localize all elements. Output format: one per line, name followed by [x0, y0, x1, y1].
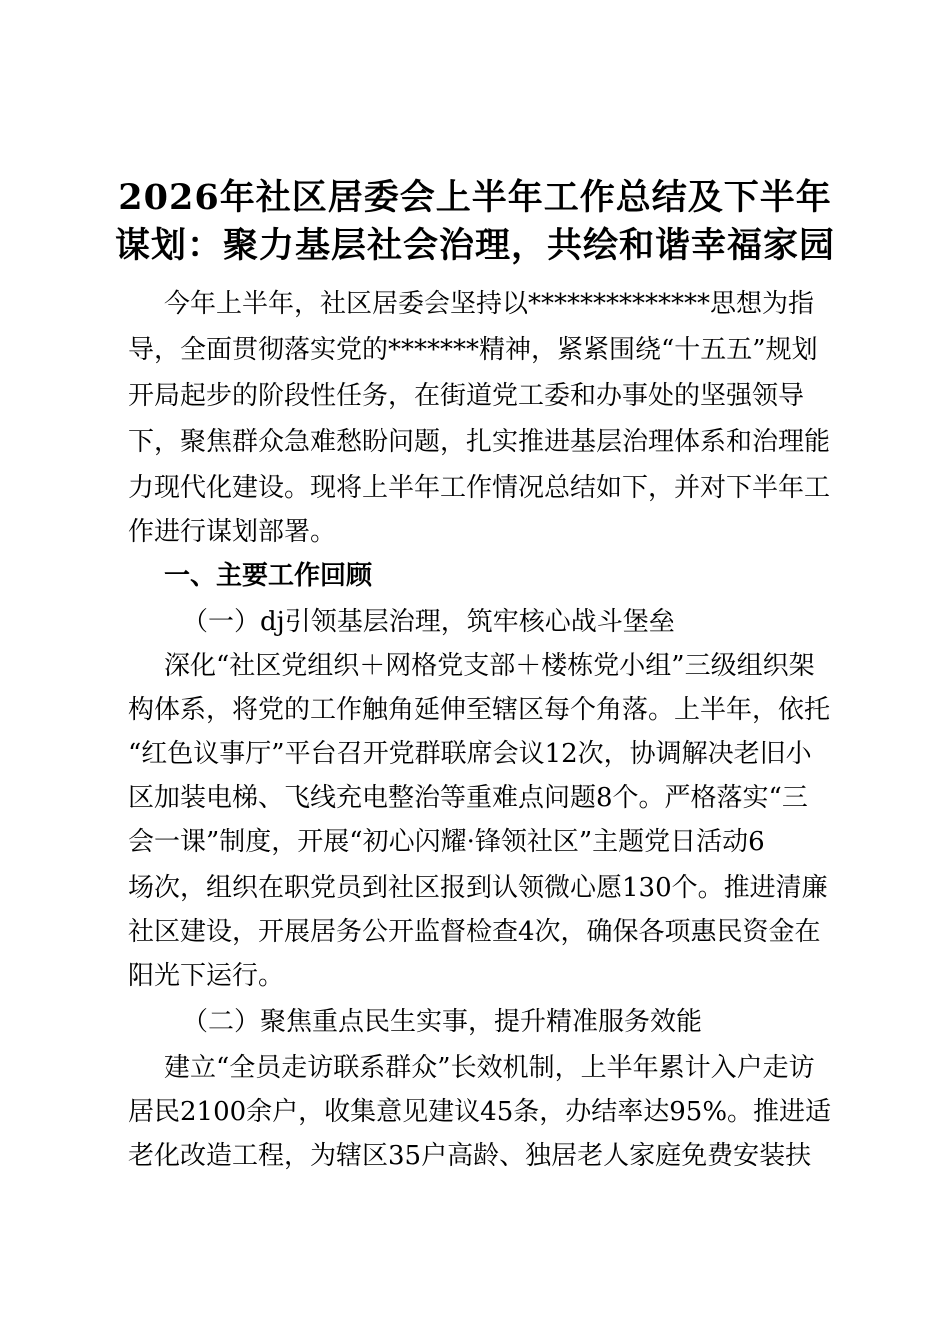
- sub1-line-8: 阳光下运行。: [128, 961, 285, 991]
- document-title-line-2: 谋划：聚力基层社会治理，共绘和谐幸福家园: [114, 225, 835, 266]
- subsection-heading-1: （一）dj引领基层治理，筑牢核心战斗堡垒: [182, 607, 675, 637]
- sub1-line-3: “红色议事厅”平台召开党群联席会议12次，协调解决老旧小: [128, 739, 812, 769]
- intro-line-3: 开局起步的阶段性任务，在街道党工委和办事处的坚强领导: [128, 381, 805, 411]
- document-title-line-1: 2026年社区居委会上半年工作总结及下半年: [118, 177, 832, 218]
- section-heading-main-review: 一、主要工作回顾: [164, 561, 373, 591]
- intro-line-2: 导，全面贯彻落实党的*******精神，紧紧围绕“十五五”规划: [128, 335, 818, 365]
- sub1-line-6: 场次，组织在职党员到社区报到认领微心愿130个。推进清廉: [128, 873, 828, 903]
- sub1-line-7: 社区建设，开展居务公开监督检查4次，确保各项惠民资金在: [128, 917, 821, 947]
- sub1-line-1: 深化“社区党组织＋网格党支部＋楼栋党小组”三级组织架: [164, 651, 815, 681]
- sub2-line-1: 建立“全员走访联系群众”长效机制，上半年累计入户走访: [164, 1053, 815, 1083]
- intro-line-4: 下，聚焦群众急难愁盼问题，扎实推进基层治理体系和治理能: [128, 427, 831, 457]
- sub1-line-5: 会一课”制度，开展“初心闪耀·锋领社区”主题党日活动6: [128, 827, 765, 857]
- sub2-line-2: 居民2100余户，收集意见建议45条，办结率达95%。推进适: [128, 1097, 832, 1127]
- subsection-heading-2: （二）聚焦重点民生实事，提升精准服务效能: [182, 1007, 703, 1037]
- intro-line-5: 力现代化建设。现将上半年工作情况总结如下，并对下半年工: [128, 473, 831, 503]
- sub1-line-4: 区加装电梯、飞线充电整治等重难点问题8个。严格落实“三: [128, 783, 808, 813]
- sub2-line-3: 老化改造工程，为辖区35户高龄、独居老人家庭免费安装扶: [128, 1141, 812, 1171]
- sub1-line-2: 构体系，将党的工作触角延伸至辖区每个角落。上半年，依托: [128, 695, 831, 725]
- intro-line-6: 作进行谋划部署。: [128, 517, 337, 547]
- intro-line-1: 今年上半年，社区居委会坚持以**************思想为指: [164, 289, 815, 319]
